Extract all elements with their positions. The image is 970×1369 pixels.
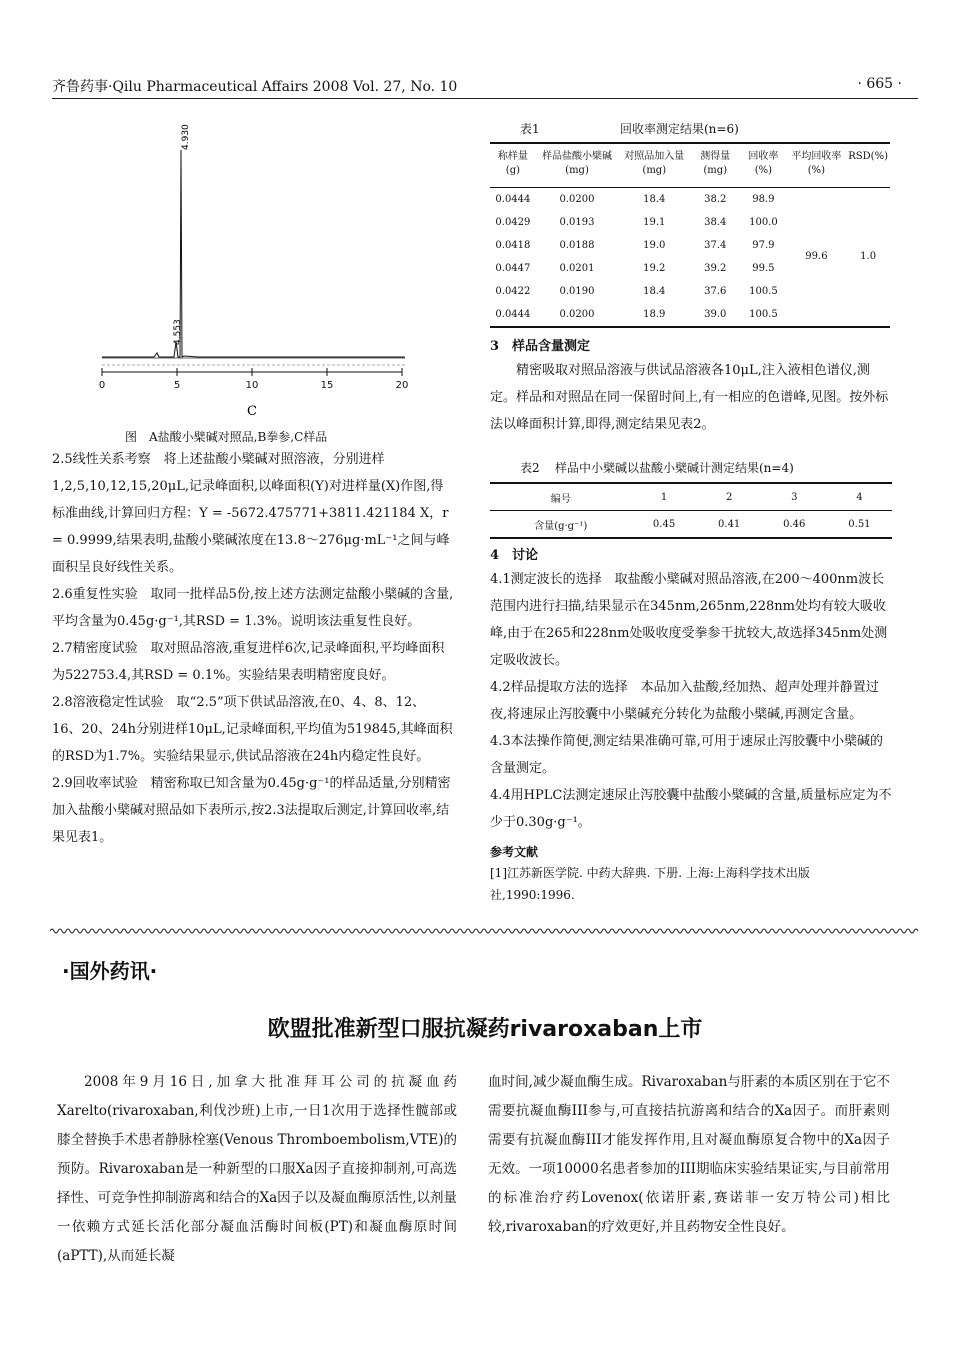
table-cell: 100.5 [749, 308, 778, 320]
table-cell: 19.1 [643, 216, 666, 228]
table-row [490, 483, 892, 511]
table-cell: 37.4 [704, 239, 727, 251]
table-cell: 0.0200 [559, 193, 595, 205]
table-cell: 编号 [550, 493, 571, 505]
table-cell: 含量(g·g⁻¹) [534, 520, 588, 532]
para-4-2: 4.2样品提取方法的选择 本品加入盐酸,经加热、超声处理并静置过夜,将速尿止泻胶囊中小檗碱充分转化为盐酸小檗碱,再测定含量。 [490, 680, 879, 722]
table2-title: 样品中小檗碱以盐酸小檗碱计测定结果(n=4) [555, 461, 794, 475]
peak-label-main: 4.930 [181, 124, 191, 150]
figure-caption: 图 A盐酸小檗碱对照品,B拳参,C样品 [125, 430, 328, 444]
panel-letter: C [247, 404, 257, 419]
wavy-divider [50, 927, 920, 935]
page-number: · 665 · [857, 76, 902, 92]
article-text-left: 2008年9月16日,加拿大批准拜耳公司的抗凝血药Xarelto(rivaroxaban,利伐沙班)上市,一日1次用于选择性髋部或膝全替换手术患者静脉栓塞(Venous Thromboembolism,VTE)的预防。Rivaroxaban是一种新型的口服Xa因子直接抑制剂,可高选择性、可竞争性抑制游离和结合的Xa因子以及凝血酶原活性,以剂量一依赖方式延长活化部分凝血活酶时间板(PT)和凝血酶原时间(aPTT),从而延长凝 [57, 1074, 457, 1264]
table-cell: 0.0422 [495, 285, 531, 297]
article-text-right: 血时间,减少凝血酶生成。Rivaroxaban与肝素的本质区别在于它不需要抗凝血酶III参与,可直接拮抗游离和结合的Xa因子。而肝素则需要有抗凝血酶III才能发挥作用,且对凝血酶原复合物中的Xa因子无效。一项10000名患者参加的III期临床实验结果证实,与目前常用的标准治疗药Lovenox(依诺肝素,赛诺菲一安万特公司)相比较,rivaroxaban的疗效更好,并且药物安全性良好。 [488, 1074, 890, 1235]
section-3-text: 精密吸取对照品溶液与供试品溶液各10μL,注入液相色谱仪,测定。样品和对照品在同一保留时间上,有一相应的色谱峰,见图。按外标法以峰面积计算,即得,测定结果见表2。 [490, 363, 889, 432]
table2-label: 表2 [520, 461, 540, 475]
x-tick-label: 15 [320, 380, 334, 391]
para-4-3: 4.3本法操作简便,测定结果准确可靠,可用于速尿止泻胶囊中小檗碱的含量测定。 [490, 734, 883, 776]
table-cell: 0.46 [783, 518, 806, 530]
x-tick-label: 20 [395, 380, 409, 391]
table-cell: 98.9 [752, 193, 775, 205]
table-cell: 18.4 [643, 193, 666, 205]
table-cell: 19.2 [643, 262, 666, 274]
table-row [490, 511, 892, 539]
table-cell: 0.0193 [559, 216, 595, 228]
para-4-1: 4.1测定波长的选择 取盐酸小檗碱对照品溶液,在200～400nm波长范围内进行扫描,结果显示在345nm,265nm,228nm处均有较大吸收峰,由于在265和228nm处吸收度受拳参干扰较大,故选择345nm处测定吸收波长。 [490, 572, 888, 668]
table-cell: 39.2 [704, 262, 727, 274]
table-cell: 37.6 [704, 285, 727, 297]
table-cell: 100.0 [749, 216, 778, 228]
table-cell: 39.0 [704, 308, 727, 320]
para-2-9: 2.9回收率试验 精密称取已知含量为0.45g·g⁻¹的样品适量,分别精密加入盐酸小檗碱对照品如下表所示,按2.3法提取后测定,计算回收率,结果见表1。 [52, 776, 451, 845]
table1-header: 样品盐酸小檗碱(mg) [542, 151, 613, 176]
table-cell: 38.4 [704, 216, 727, 228]
table-cell: 18.9 [643, 308, 666, 320]
section-3-heading: 3 样品含量测定 [490, 339, 591, 354]
table-cell: 1 [660, 491, 668, 503]
section-4-body [490, 566, 892, 836]
table1-header: 测得量(mg) [700, 151, 731, 176]
left-column [52, 446, 454, 851]
table-cell: 19.0 [643, 239, 666, 251]
table-cell: 38.2 [704, 193, 727, 205]
table1-header: 平均回收率(%) [791, 151, 842, 176]
table-cell: 0.0444 [495, 193, 531, 205]
news-section-title: ·国外药讯· [62, 959, 158, 983]
table-cell: 0.0200 [559, 308, 595, 320]
table-cell: 2 [725, 491, 733, 503]
table-cell: 97.9 [752, 239, 775, 251]
table-cell: 0.0201 [559, 262, 595, 274]
chromatogram-figure [80, 110, 430, 430]
table1-header: RSD(%) [848, 151, 888, 162]
x-tick-label: 10 [245, 380, 259, 391]
table-cell: 0.0447 [495, 262, 531, 274]
para-2-6: 2.6重复性实验 取同一批样品5份,按上述方法测定盐酸小檗碱的含量,平均含量为0.45g·g⁻¹,其RSD = 1.3%。说明该法重复性良好。 [52, 587, 454, 629]
table-cell: 0.0444 [495, 308, 531, 320]
table-cell: 3 [791, 491, 798, 503]
table-cell: 99.5 [752, 262, 775, 274]
table1 [490, 142, 890, 328]
table-cell: 0.0190 [559, 285, 595, 297]
para-2-7: 2.7精密度试验 取对照品溶液,重复进样6次,记录峰面积,平均峰面积为522753.4,其RSD = 0.1%。实验结果表明精密度良好。 [52, 641, 445, 683]
para-4-4: 4.4用HPLC法测定速尿止泻胶囊中盐酸小檗碱的含量,质量标应定为不少于0.30g·g⁻¹。 [490, 788, 892, 830]
para-2-8: 2.8溶液稳定性试验 取“2.5”项下供试品溶液,在0、4、8、12、16、20、24h分别进样10μL,记录峰面积,平均值为519845,其峰面积的RSD为1.7%。实验结果显示,供试品溶液在24h内稳定性良好。 [52, 695, 453, 764]
table-cell: 0.0188 [559, 239, 595, 251]
table-row [490, 187, 890, 211]
table2 [490, 482, 892, 539]
running-header-left: 齐鲁药事·Qilu Pharmaceutical Affairs 2008 Vol. 27, No. 10 [52, 79, 458, 95]
reference-item: [1]江苏新医学院. 中药大辞典. 下册. 上海:上海科学技术出版社,1990:1996. [490, 866, 810, 902]
article-right-column [488, 1068, 890, 1242]
table-cell: 0.0418 [495, 239, 531, 251]
references-heading: 参考文献 [490, 845, 539, 859]
table-cell: 4 [856, 491, 863, 503]
table1-label: 表1 [520, 122, 540, 136]
article-left-column [57, 1068, 457, 1271]
article-title: 欧盟批准新型口服抗凝药rivaroxaban上市 [267, 1017, 703, 1042]
table1-header: 称样量(g) [497, 151, 528, 176]
x-tick-label: 0 [98, 380, 106, 391]
table-cell: 18.4 [643, 285, 666, 297]
table1-header: 回收率(%) [748, 151, 779, 176]
chromatogram-trace [102, 150, 405, 357]
table-cell: 0.45 [652, 518, 676, 530]
table-cell: 0.0429 [495, 216, 531, 228]
header-rule [52, 98, 918, 99]
table-cell: 0.51 [848, 518, 871, 530]
table1-title: 回收率测定结果(n=6) [620, 122, 739, 136]
para-2-5: 2.5线性关系考察 将上述盐酸小檗碱对照溶液，分别进样1,2,5,10,12,15,20μL,记录峰面积,以峰面积(Y)对进样量(X)作图,得标准曲线,计算回归方程：Y = -5672.475771+3811.421184 X，r = 0.9999,结果表明,盐酸小檗碱浓度在13.8～276μg·mL⁻¹之间与峰面积呈良好线性关系。 [52, 452, 450, 575]
section-4-heading: 4 讨论 [490, 548, 539, 563]
peak-label-small: 4.553 [173, 319, 183, 345]
table1-avg-recovery: 99.6 [805, 251, 828, 262]
table1-header: 对照品加入量(mg) [624, 151, 685, 176]
x-tick-label: 5 [173, 380, 181, 391]
table1-rsd: 1.0 [860, 251, 877, 262]
table-cell: 0.41 [718, 518, 741, 530]
table-cell: 100.5 [749, 285, 778, 297]
